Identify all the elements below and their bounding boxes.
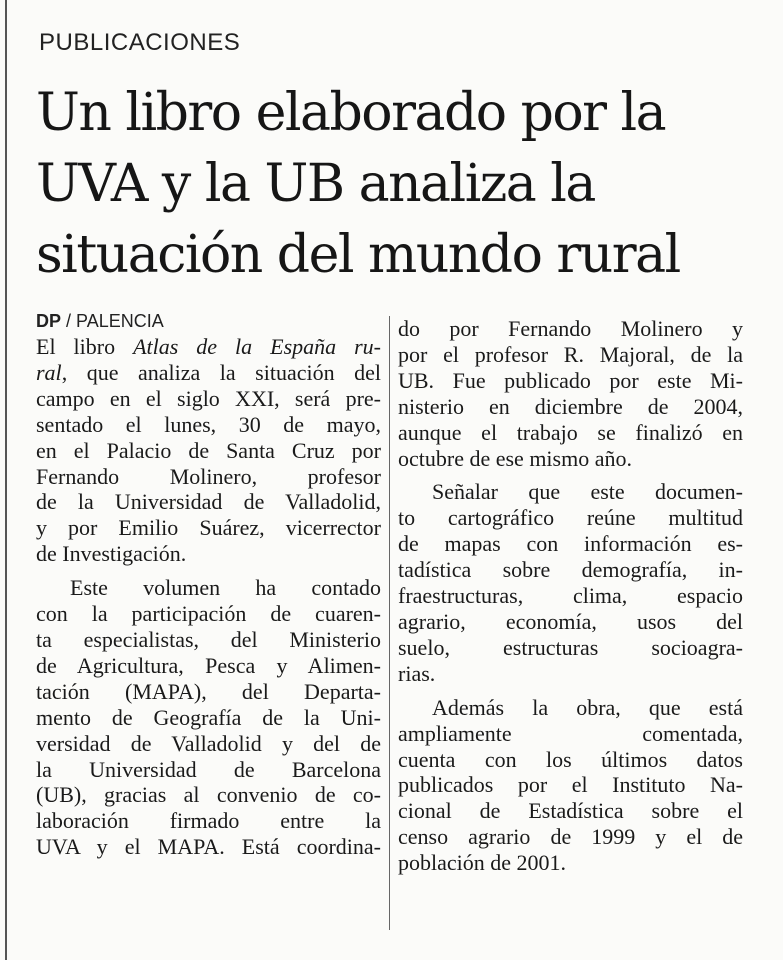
- text-line: campo en el siglo XXI, será pre-: [36, 385, 381, 411]
- text-line: Fernando Molinero, profesor: [36, 463, 381, 489]
- byline: [36, 308, 381, 334]
- text-line: de Investigación.: [36, 541, 187, 567]
- headline: [36, 78, 776, 291]
- text-run: El libro: [36, 334, 134, 359]
- text-line: [36, 360, 381, 386]
- text-line: la Universidad de Barcelona: [36, 756, 381, 782]
- text-line: fraestructuras, clima, espacio: [398, 583, 743, 609]
- text-line: rias.: [398, 660, 436, 686]
- byline-location: PALENCIA: [76, 311, 164, 331]
- text-run: , que analiza la situación del: [61, 359, 381, 385]
- paragraph-gap: [398, 687, 743, 695]
- text-line: laboración firmado entre la: [36, 808, 381, 834]
- headline-line: Un libro elaborado por la: [36, 83, 666, 143]
- text-line: mento de Geografía de la Uni-: [36, 704, 381, 730]
- text-line: en el Palacio de Santa Cruz por: [36, 437, 381, 463]
- page-edge-rule: [5, 0, 7, 960]
- article-column-right: [398, 316, 743, 876]
- text-line: tadística sobre demografía, in-: [398, 557, 743, 583]
- text-line: do por Fernando Molinero y: [398, 316, 743, 341]
- text-line: to cartográfico reúne multitud: [398, 505, 743, 531]
- book-title-italic: Atlas de la España ru-: [133, 334, 381, 359]
- text-line: por el profesor R. Majoral, de la: [398, 341, 743, 367]
- headline-line: situación del mundo rural: [36, 225, 680, 285]
- text-line: Señalar que este documen-: [432, 479, 743, 505]
- book-title-italic: ral: [36, 359, 62, 385]
- text-line: versidad de Valladolid y del de: [36, 730, 381, 756]
- text-line: cional de Estadística sobre el: [398, 798, 743, 824]
- text-line: cuenta con los últimos datos: [398, 746, 743, 772]
- text-line: aunque el trabajo se finalizó en: [398, 419, 743, 445]
- byline-separator: /: [61, 311, 77, 331]
- paragraph-gap: [398, 471, 743, 479]
- text-line: [36, 334, 381, 360]
- text-line: publicados por el Instituto Na-: [398, 772, 743, 798]
- text-line: población de 2001.: [398, 850, 567, 876]
- text-line: Este volumen ha contado: [70, 575, 381, 601]
- text-line: censo agrario de 1999 y el de: [398, 824, 743, 850]
- text-line: agrario, economía, usos del: [398, 608, 743, 634]
- column-divider: [389, 316, 390, 930]
- text-line: de Agricultura, Pesca y Alimen-: [36, 652, 381, 678]
- headline-line: UVA y la UB analiza la: [36, 154, 595, 214]
- section-label: PUBLICACIONES: [39, 29, 241, 56]
- text-line: suelo, estructuras socioagra-: [398, 634, 743, 660]
- text-line: UVA y el MAPA. Está coordina-: [36, 834, 381, 860]
- text-line: octubre de ese mismo año.: [398, 445, 632, 471]
- text-line: tación (MAPA), del Departa-: [36, 678, 381, 704]
- text-line: y por Emilio Suárez, vicerrector: [36, 515, 381, 541]
- text-line: de la Universidad de Valladolid,: [36, 489, 381, 515]
- text-line: sentado el lunes, 30 de mayo,: [36, 411, 381, 437]
- text-line: Además la obra, que está: [432, 694, 743, 720]
- text-line: UB. Fue publicado por este Mi-: [398, 367, 743, 393]
- byline-agency: DP: [36, 311, 62, 331]
- text-line: ampliamente comentada,: [398, 720, 743, 746]
- text-line: con la participación de cuaren-: [36, 601, 381, 627]
- text-line: de mapas con información es-: [398, 531, 743, 557]
- text-line: (UB), gracias al convenio de co-: [36, 782, 381, 808]
- text-line: ta especialistas, del Ministerio: [36, 626, 381, 652]
- article-column-left: [36, 308, 381, 860]
- paragraph-gap: [36, 567, 381, 575]
- text-line: nisterio en diciembre de 2004,: [398, 393, 743, 419]
